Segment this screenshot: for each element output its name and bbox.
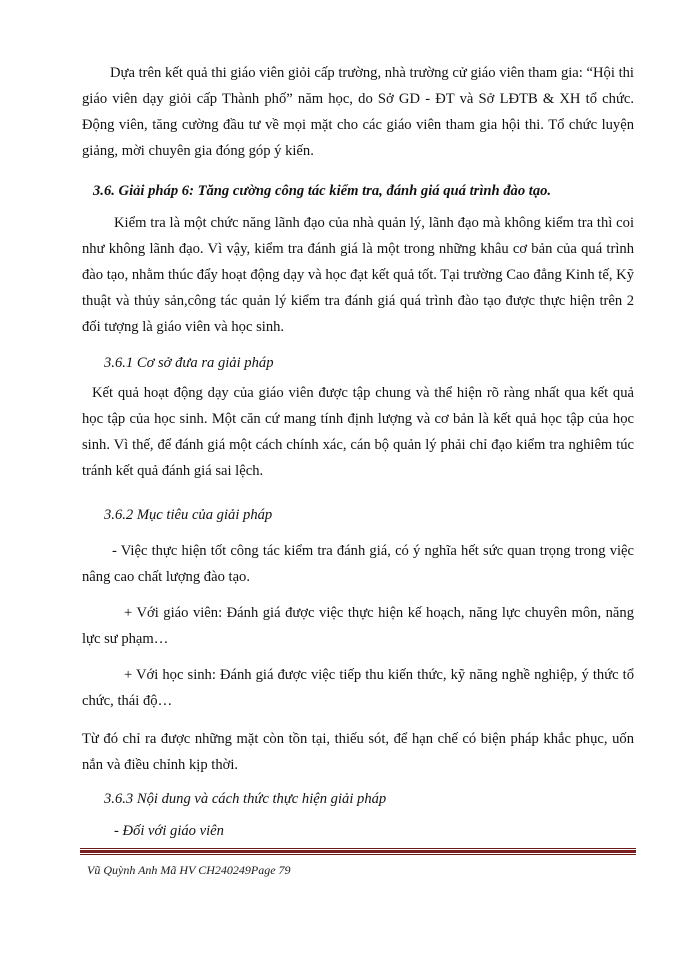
section-heading-3-6: 3.6. Giải pháp 6: Tăng cường công tác kiểm tra, đánh giá quá trình đào tạo. [93,183,552,199]
paragraph-competition: Dựa trên kết quả thi giáo viên giỏi cấp trường, nhà trường cử giáo viên tham gia: “Hội thi giáo viên dạy giỏi cấp Thành phố” năm học, do Sở GD - ĐT và Sở LĐTB & XH tổ chức. Động viên, tăng cường đầu tư về mọi mặt cho các giáo viên tham gia hội thi. Tổ chức luyện giảng, mời chuyên gia đóng góp ý kiến. [82,65,634,159]
subsection-teachers-label: - Đối với giáo viên [114,823,224,839]
subsection-heading-3-6-1: 3.6.1 Cơ sở đưa ra giải pháp [104,355,274,371]
paragraph-teacher-objective: + Với giáo viên: Đánh giá được việc thực hiện kế hoạch, năng lực chuyên môn, năng lực sư phạm… [82,605,634,647]
footer-divider [80,848,636,854]
paragraph-objective: - Việc thực hiện tốt công tác kiểm tra đánh giá, có ý nghĩa hết sức quan trọng trong việc nâng cao chất lượng đào tạo. [82,543,634,585]
paragraph-inspection-intro: Kiểm tra là một chức năng lãnh đạo của nhà quản lý, lãnh đạo mà không kiểm tra thì coi như không lãnh đạo. Vì vậy, kiểm tra đánh giá là một trong những khâu cơ bản của quá trình đào tạo, nhằm thúc đẩy hoạt động dạy và học đạt kết quả tốt. Tại trường Cao đẳng Kinh tế, Kỹ thuật và thủy sản,công tác quản lý kiểm tra đánh giá quá trình đào tạo được thực hiện trên 2 đối tượng là giáo viên và học sinh. [82,215,634,335]
subsection-heading-3-6-2: 3.6.2 Mục tiêu của giải pháp [104,507,273,523]
page-footer: Vũ Quỳnh Anh Mã HV CH240249Page 79 [87,863,291,877]
subsection-heading-3-6-3: 3.6.3 Nội dung và cách thức thực hiện giải pháp [104,791,387,807]
paragraph-student-objective: + Với học sinh: Đánh giá được việc tiếp thu kiến thức, kỹ năng nghề nghiệp, ý thức tổ chức, thái độ… [82,667,634,709]
paragraph-basis: Kết quả hoạt động dạy của giáo viên được tập chung và thể hiện rõ ràng nhất qua kết quả học tập của học sinh. Một căn cứ mang tính định lượng và cơ bản là kết quả học tập của học sinh. Vì thế, để đánh giá một cách chính xác, cán bộ quản lý phải chỉ đạo kiểm tra nghiêm túc tránh kết quả đánh giá sai lệch. [82,385,634,479]
paragraph-conclusion: Từ đó chỉ ra được những mặt còn tồn tại, thiếu sót, để hạn chế có biện pháp khắc phục, uốn nắn và điều chỉnh kịp thời. [82,731,634,773]
